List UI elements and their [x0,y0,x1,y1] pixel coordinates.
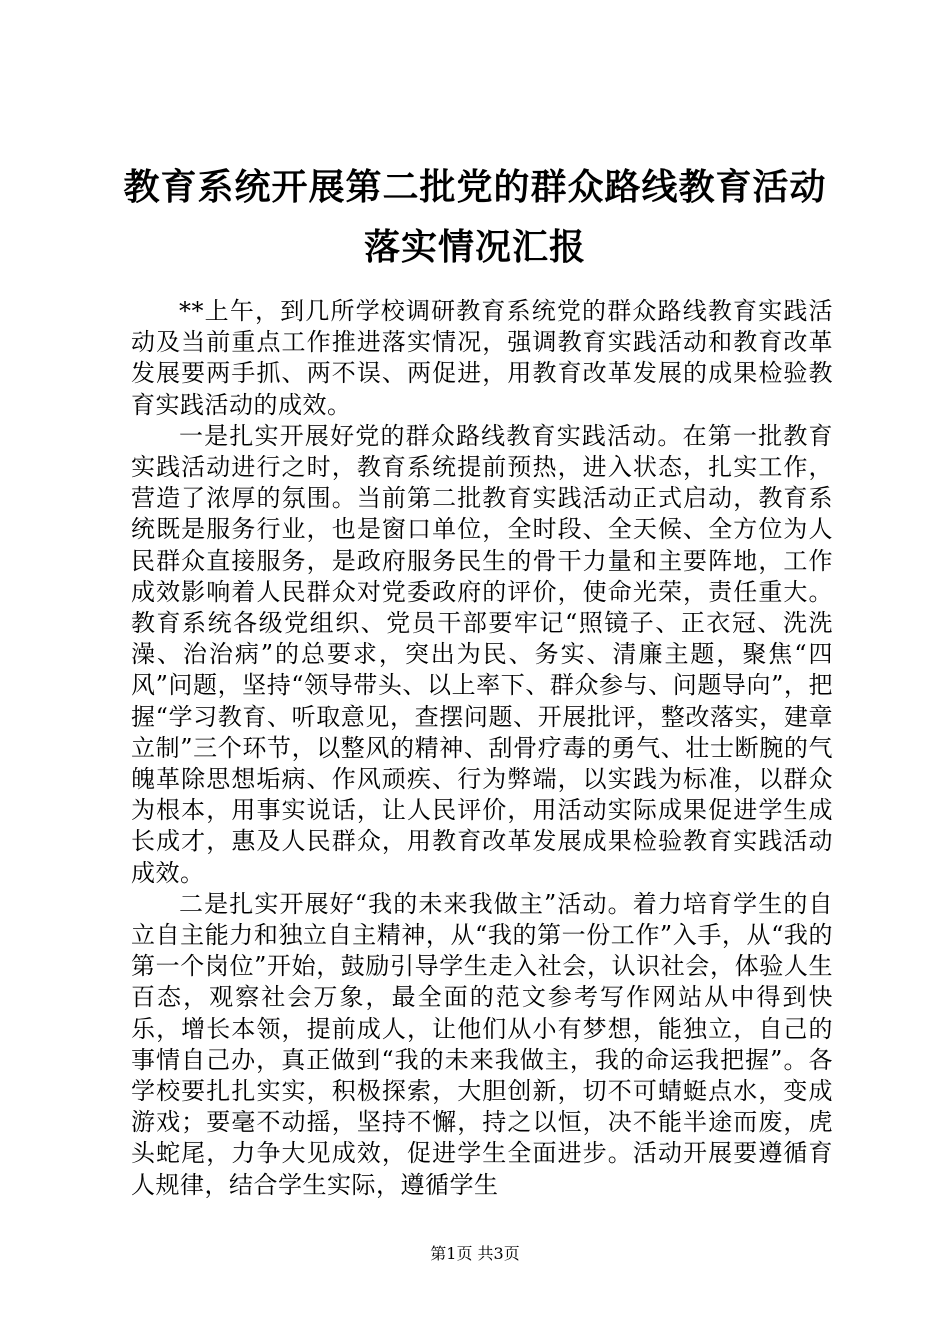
page-number-footer: 第1页 共3页 [430,1244,520,1263]
document-body [131,296,833,1201]
paragraph-point-one: 一是扎实开展好党的群众路线教育实践活动。在第一批教育实践活动进行之时，教育系统提前预热，进入状态，扎实工作，营造了浓厚的氛围。当前第二批教育实践活动正式启动，教育系统既是服务行业，也是窗口单位，全时段、全天候、全方位为人民群众直接服务，是政府服务民生的骨干力量和主要阵地，工作成效影响着人民群众对党委政府的评价，使命光荣，责任重大。教育系统各级党组织、党员干部要牢记“照镜子、正衣冠、洗洗澡、治治病”的总要求，突出为民、务实、清廉主题，聚焦“四风”问题，坚持“领导带头、以上率下、群众参与、问题导向”，把握“学习教育、听取意见，查摆问题、开展批评，整改落实，建章立制”三个环节，以整风的精神、刮骨疗毒的勇气、壮士断腕的气魄革除思想垢病、作风顽疾、行为弊端，以实践为标准，以群众为根本，用事实说话，让人民评价，用活动实际成果促进学生成长成才，惠及人民群众，用教育改革发展成果检验教育实践活动成效。 [131,421,833,887]
document-title: 教育系统开展第二批党的群众路线教育活动落实情况汇报 [123,167,827,268]
paragraph-intro: **上午，到几所学校调研教育系统党的群众路线教育实践活动及当前重点工作推进落实情况，强调教育实践活动和教育改革发展要两手抓、两不误、两促进，用教育改革发展的成果检验教育实践活动的成效。 [131,297,833,419]
paragraph-point-two: 二是扎实开展好“我的未来我做主”活动。着力培育学生的自立自主能力和独立自主精神，从“我的第一份工作”入手，从“我的第一个岗位”开始，鼓励引导学生走入社会，认识社会，体验人生百态，观察社会万象，最全面的范文参考写作网站从中得到快乐，增长本领，提前成人，让他们从小有梦想，能独立，自己的事情自己办，真正做到“我的未来我做主，我的命运我把握”。各学校要扎扎实实，积极探索，大胆创新，切不可蜻蜓点水，变成游戏；要毫不动摇，坚持不懈，持之以恒，决不能半途而废，虎头蛇尾，力争大见成效，促进学生全面进步。活动开展要遵循育人规律，结合学生实际，遵循学生 [131,889,833,1199]
